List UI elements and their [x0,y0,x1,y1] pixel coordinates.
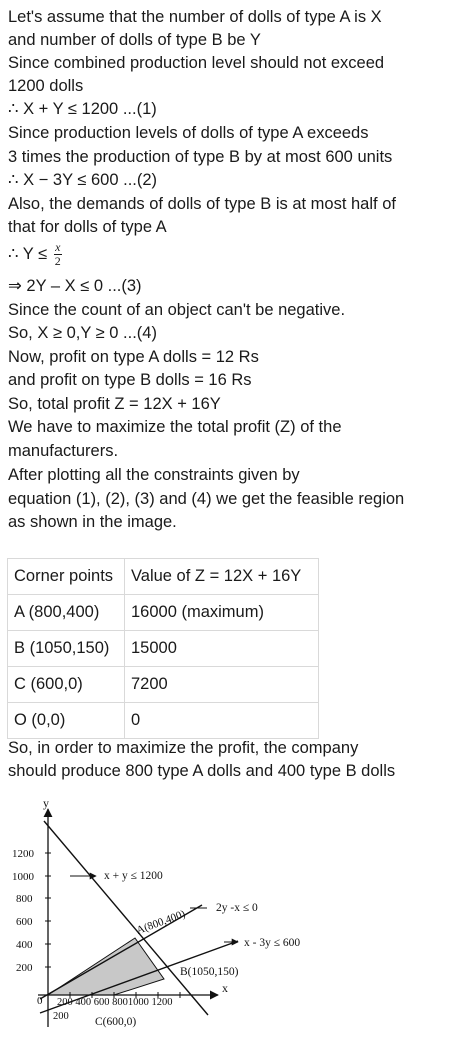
table-cell: C (600,0) [8,667,125,703]
table-row [8,667,319,703]
y-axis-label: y [43,796,49,810]
conclusion-line: should produce 800 type A dolls and 400 type B dolls [8,762,396,780]
fraction-prefix: ∴ Y ≤ [8,244,48,263]
text-line: manufacturers. [8,442,119,460]
text-line: Now, profit on type A dolls = 12 Rs [8,348,259,366]
text-line: We have to maximize the total profit (Z) of the [8,418,342,436]
text-line: 1200 dolls [8,77,84,95]
text-line: 3 times the production of type B by at most 600 units [8,148,393,166]
table-cell: 7200 [125,667,319,703]
equation-4: So, X ≥ 0,Y ≥ 0 ...(4) [8,324,157,342]
text-line: and profit on type B dolls = 16 Rs [8,371,252,389]
equation-2: ∴ X − 3Y ≤ 600 ...(2) [8,171,158,189]
table-row [8,703,319,739]
table-header: Corner points [8,559,125,595]
y-tick-label: 600 [16,916,33,928]
text-line: that for dolls of type A [8,218,167,236]
table-row [8,595,319,631]
corner-points-table [7,558,319,739]
point-label-a: A(800,400) [134,908,187,937]
fraction-inequality [8,241,62,268]
text-line: Also, the demands of dolls of type B is at most half of [8,195,396,213]
text-line: Since the count of an object can't be negative. [8,301,346,319]
table-cell: 0 [125,703,319,739]
constraint-label: x - 3y ≤ 600 [244,937,301,949]
text-line: and number of dolls of type B be Y [8,31,261,49]
y-tick-label: 200 [16,962,33,974]
text-line: Let's assume that the number of dolls of type A is X [8,8,382,26]
table-cell: B (1050,150) [8,631,125,667]
table-row [8,631,319,667]
x-tick-labels: 200 400 600 8001000 1200 [57,997,173,1008]
table-cell: 16000 (maximum) [125,595,319,631]
table-cell: O (0,0) [8,703,125,739]
text-line: Since combined production level should not exceed [8,54,385,72]
conclusion-line: So, in order to maximize the profit, the company [8,739,359,757]
table-header-row [8,559,319,595]
y-tick-label: 800 [16,893,33,905]
origin-label: 0 [37,995,43,1007]
negative-y-label: 200 [53,1011,69,1022]
y-tick-label: 400 [16,939,33,951]
text-line: as shown in the image. [8,513,177,531]
fraction-denominator: 2 [54,254,61,268]
constraint-label: x + y ≤ 1200 [104,870,163,882]
text-line: equation (1), (2), (3) and (4) we get the feasible region [8,490,405,508]
point-label-c: C(600,0) [95,1016,137,1028]
feasible-region [48,938,164,995]
text-line: Since production levels of dolls of type A exceeds [8,124,369,142]
constraint-label: 2y -x ≤ 0 [216,902,258,914]
fraction-numerator: x [55,240,61,254]
table-cell: A (800,400) [8,595,125,631]
equation-1: ∴ X + Y ≤ 1200 ...(1) [8,100,157,118]
point-label-b: B(1050,150) [180,966,239,978]
table-cell: 15000 [125,631,319,667]
y-tick-label: 1000 [12,871,34,883]
equation-3: ⇒ 2Y – X ≤ 0 ...(3) [8,277,142,295]
x-axis-label: x [222,981,228,995]
y-tick-label: 1200 [12,848,34,860]
text-line: So, total profit Z = 12X + 16Y [8,395,221,413]
fraction-x-over-2 [54,241,62,268]
table-header: Value of Z = 12X + 16Y [125,559,319,595]
text-line: After plotting all the constraints given by [8,466,300,484]
feasible-region-graph [0,795,450,1055]
